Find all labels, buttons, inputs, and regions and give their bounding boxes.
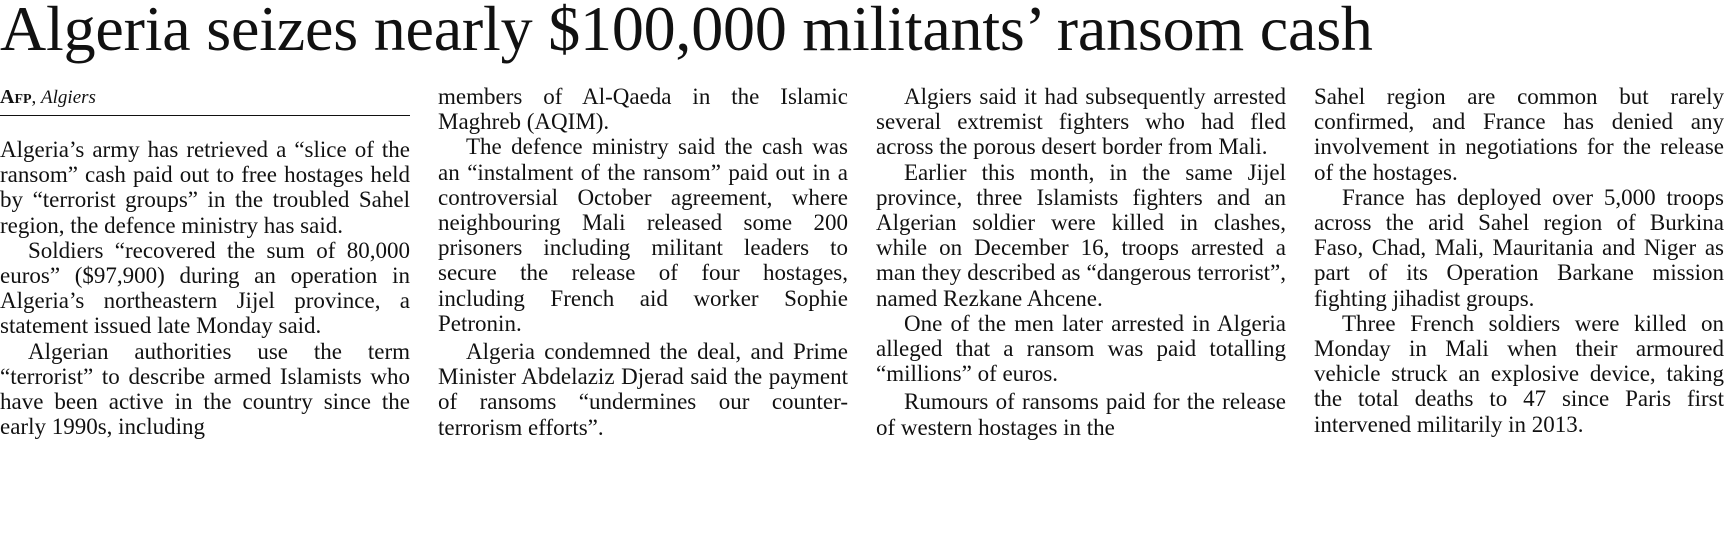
paragraph: Algeria’s army has retrieved a “slice of the ransom” cash paid out to free hostages held by “terrorist groups” in the troubled Sahel region, the defence ministry has said. bbox=[0, 137, 410, 238]
article-column-2 bbox=[438, 84, 848, 536]
paragraph: The defence ministry said the cash was an “instalment of the ransom” paid out in a controversial October agreement, where neighbouring Mali released some 200 prisoners including militant leaders to secure the release of four hostages, including French aid worker Sophie Petronin. bbox=[438, 134, 848, 336]
paragraph: Earlier this month, in the same Jijel province, three Islamists fighters and an Algerian soldier were killed in clashes, while on December 16, troops arrested a man they described as “dangerous terrorist”, named Rezkane Ahcene. bbox=[876, 159, 1286, 311]
article-column-4 bbox=[1314, 84, 1724, 536]
paragraph: Three French soldiers were killed on Monday in Mali when their armoured vehicle struck an explosive device, taking the total deaths to 47 since Paris first intervened militarily in 2013. bbox=[1314, 310, 1724, 437]
paragraph: One of the men later arrested in Algeria alleged that a ransom was paid totalling “millions” of euros. bbox=[876, 310, 1286, 387]
paragraph: France has deployed over 5,000 troops across the arid Sahel region of Burkina Faso, Chad, Mali, Mauritania and Niger as part of its Operation Barkane mission fighting jihadist groups. bbox=[1314, 184, 1724, 311]
byline: Afp, Algiers bbox=[0, 86, 410, 116]
byline-agency: Afp bbox=[0, 86, 32, 108]
paragraph: Algerian authorities use the term “terrorist” to describe armed Islamists who have been active in the country since the early 1990s, including bbox=[0, 338, 410, 440]
paragraph: Algeria condemned the deal, and Prime Minister Abdelaziz Djerad said the payment of ransoms “undermines our counter-terrorism efforts”. bbox=[438, 339, 848, 440]
headline: Algeria seizes nearly $100,000 militants’ ransom cash bbox=[0, 0, 1373, 64]
paragraph: Sahel region are common but rarely confirmed, and France has denied any involvement in negotiations for the release of the hostages. bbox=[1314, 84, 1724, 185]
paragraph: Soldiers “recovered the sum of 80,000 euros” ($97,900) during an operation in Algeria’s northeastern Jijel province, a statement issued late Monday said. bbox=[0, 237, 410, 339]
article-column-1 bbox=[0, 137, 410, 537]
article-column-3 bbox=[876, 84, 1286, 536]
paragraph: Rumours of ransoms paid for the release of western hostages in the bbox=[876, 389, 1286, 440]
paragraph: members of Al-Qaeda in the Islamic Maghreb (AQIM). bbox=[438, 84, 848, 135]
paragraph: Algiers said it had subsequently arrested several extremist fighters who had fled across the porous desert border from Mali. bbox=[876, 84, 1286, 160]
byline-place: Algiers bbox=[41, 87, 96, 108]
